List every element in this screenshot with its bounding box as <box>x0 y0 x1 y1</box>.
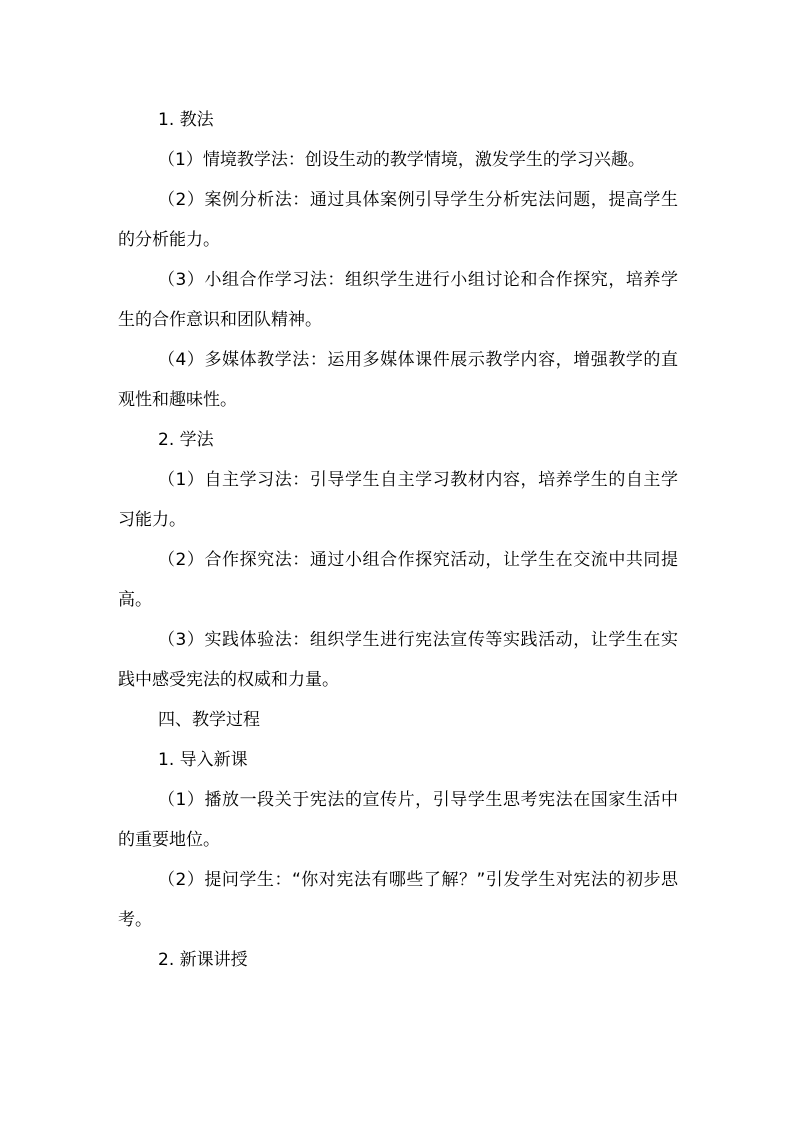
document-body <box>118 100 678 980</box>
paragraph: （2）案例分析法：通过具体案例引导学生分析宪法问题，提高学生的分析能力。 <box>118 190 678 250</box>
heading-introduction: 1. 导入新课 <box>158 750 248 770</box>
paragraph: （4）多媒体教学法：运用多媒体课件展示教学内容，增强教学的直观性和趣味性。 <box>118 350 678 410</box>
heading-teaching-methods: 1. 教法 <box>158 110 214 130</box>
paragraph: （1）播放一段关于宪法的宣传片，引导学生思考宪法在国家生活中的重要地位。 <box>118 790 678 850</box>
paragraph: （1）自主学习法：引导学生自主学习教材内容，培养学生的自主学习能力。 <box>118 470 678 530</box>
paragraph: （1）情境教学法：创设生动的教学情境，激发学生的学习兴趣。 <box>158 150 645 170</box>
paragraph: （3）实践体验法：组织学生进行宪法宣传等实践活动，让学生在实践中感受宪法的权威和力量。 <box>118 630 678 690</box>
paragraph: （3）小组合作学习法：组织学生进行小组讨论和合作探究，培养学生的合作意识和团队精神。 <box>118 270 678 330</box>
paragraph: （2）合作探究法：通过小组合作探究活动，让学生在交流中共同提高。 <box>118 550 678 610</box>
heading-learning-methods: 2. 学法 <box>158 430 214 450</box>
paragraph: （2）提问学生：“你对宪法有哪些了解？”引发学生对宪法的初步思考。 <box>118 870 678 930</box>
heading-new-lesson: 2. 新课讲授 <box>158 950 248 970</box>
heading-teaching-process: 四、教学过程 <box>158 710 260 730</box>
